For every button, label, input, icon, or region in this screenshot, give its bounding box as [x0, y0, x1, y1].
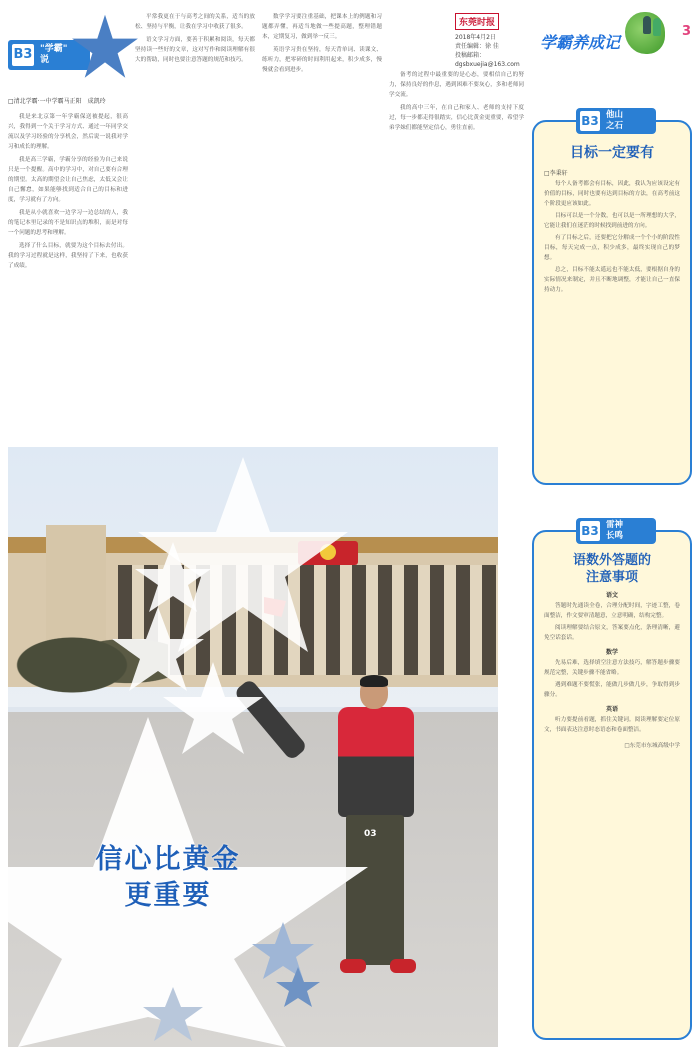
sidebar-paragraph: 先易后难，选择填空注意方法技巧，解答题步骤要规范完整，关键步骤不能省略。: [544, 660, 680, 676]
masthead: [455, 10, 540, 68]
paper-name: 东莞时报: [455, 13, 499, 30]
sidebar-paragraph: 每个人备考都会有目标，因此，我认为应该设定有价值的目标，同时也要有达到目标的方法，在高考前这个阶段更应该如此。: [544, 181, 680, 207]
student-figure-icon: [653, 18, 661, 36]
article-paragraph: 我的高中三年，在自己和家人、老师的支持下度过，每一步都走得很踏实，信心比黄金更重要，希望学弟学妹们都能坚定信心，勇往直前。: [389, 105, 524, 131]
column-label-line2: 说: [40, 55, 50, 65]
column-label-line1: "学霸": [40, 44, 68, 54]
sidebar-tips-box: [532, 520, 692, 1040]
sidebar-tag-line2: 之石: [606, 121, 624, 131]
sidebar-tag: [576, 518, 656, 544]
sidebar-headline-line1: 语数外答题的: [572, 553, 651, 568]
sidebar-paragraph: 有了目标之后，还要把它分解成一个个小的阶段性目标，每天完成一点，积少成多，最终实现自己的梦想。: [544, 235, 680, 261]
section-brand: [540, 10, 695, 60]
article-paragraph: 我是从小就喜欢一边学习一边总结的人，我的笔记本里记录的不是知识点的堆积，而是对每一个问题的思考和理解。: [8, 210, 128, 236]
section-title-english: 英语: [605, 706, 618, 713]
sidebar-tag: [576, 108, 656, 134]
sidebar-paragraph: 目标可以是一个分数，也可以是一所理想的大学，它能让我们在迷茫的时候找到前进的方向。: [544, 213, 680, 229]
article-paragraph: 备考的过程中最重要的是心态，要相信自己的努力，保持良好的作息，遇到困难不要灰心，多和老师同学交流。: [389, 72, 524, 98]
sidebar-headline-line2: 注意事项: [585, 570, 638, 585]
article-paragraph: 平常我更在于与高考之间的关系，适当的放松、坚持与平衡，让我在学习中收获了很多。: [135, 14, 255, 30]
article-paragraph: 语文学习方面，要善于积累和阅读，每天都坚持读一些好的文章，这对写作和阅读理解有很大的帮助，同时也要注意答题的规范和技巧。: [135, 37, 255, 63]
article-column-3: [262, 12, 382, 422]
sidebar-headline: 目标一定要有: [570, 145, 654, 161]
article-paragraph: 我是来北京第一年学霸保送被提起，很高兴，我得到一个关于学习方式、通过一年同学交流以及学习经验的分享机会，然后说一说我对学习和成长的理解。: [8, 114, 128, 150]
sidebar-paragraph: 答题时先通读全卷，合理分配时间，字迹工整，卷面整洁，作文要审清题意，立意明确，结构完整。: [544, 603, 680, 619]
article-paragraph: 英语学习贵在坚持，每天背单词、读课文、练听力，把零碎的时间利用起来，积少成多，慢慢就会看到进步。: [262, 47, 382, 73]
article-paragraph: 选择了什么目标，就要为这个目标去付出。我的学习过程就是这样，我坚持了下来，也收获了成绩。: [8, 243, 128, 269]
editor-credit: 责任编辑：徐 佳: [455, 43, 499, 50]
sidebar-credit: □东莞市东城高级中学: [624, 743, 680, 749]
photo-caption-line1: 信心比黄金: [95, 844, 241, 875]
page-number: 3: [681, 24, 691, 39]
sidebar-tag-line1: 雷神: [606, 520, 624, 530]
star-overlay-icon: [8, 447, 498, 1047]
submission-email[interactable]: 投稿邮箱：dgsbxuejia@163.com: [455, 52, 520, 68]
sidebar-paragraph: 阅读理解要结合原文，答案要点化，条理清晰，避免空话套话。: [544, 625, 680, 641]
sidebar-goal-box: [532, 110, 692, 485]
b3-badge: B3: [12, 44, 34, 66]
article-paragraph: 我是高三学霸，学霸分享的经验为自己来说只是一个提醒。高中的学习中，对自己要有合理的期望。太高的期望会让自己焦虑，太低又会让自己懈怠，如果能够找到适合自己的目标和进度，学习就有了方向。: [8, 157, 128, 203]
article-column-4: [389, 70, 524, 422]
article-byline: □清北学霸·一中学霸马正阳 成凯玲: [8, 98, 106, 105]
photo-caption: [38, 842, 298, 914]
sidebar-tag-line2: 长鸣: [606, 531, 624, 541]
jersey-number: 03: [364, 829, 377, 839]
article-column-1: [8, 112, 128, 422]
sidebar-tag-line1: 他山: [606, 110, 624, 120]
section-title: 学霸养成记: [540, 33, 621, 52]
feature-photo: [8, 447, 498, 1047]
star-icon: [70, 12, 140, 82]
article-paragraph: 数学学习要注重基础，把课本上的例题和习题都弄懂，再适当地做一些提高题，整理错题本，定期复习，做到举一反三。: [262, 14, 382, 40]
issue-date: 2018年4月2日: [455, 34, 496, 41]
photo-caption-line2: 更重要: [124, 880, 212, 911]
article-column-2: [135, 12, 255, 422]
section-title-chinese: 语文: [605, 592, 618, 599]
student-figure-icon: [643, 16, 651, 34]
sidebar-paragraph: 遇到难题不要慌张，能做几步做几步，争取得到步骤分。: [544, 682, 680, 698]
sidebar-author: □李秉轩: [544, 170, 568, 177]
section-title-math: 数学: [605, 649, 618, 656]
b3-badge: B3: [580, 111, 600, 131]
sidebar-paragraph: 听力要提前看题，抓住关键词。阅读理解要定位原文，书面表达注意时态语态和卷面整洁。: [544, 717, 680, 733]
b3-badge: B3: [580, 521, 600, 541]
sidebar-paragraph: 总之，目标不能太遥远也不能太低，要根据自身的实际情况来制定，并且不断地调整，才能让自己一直保持动力。: [544, 267, 680, 293]
